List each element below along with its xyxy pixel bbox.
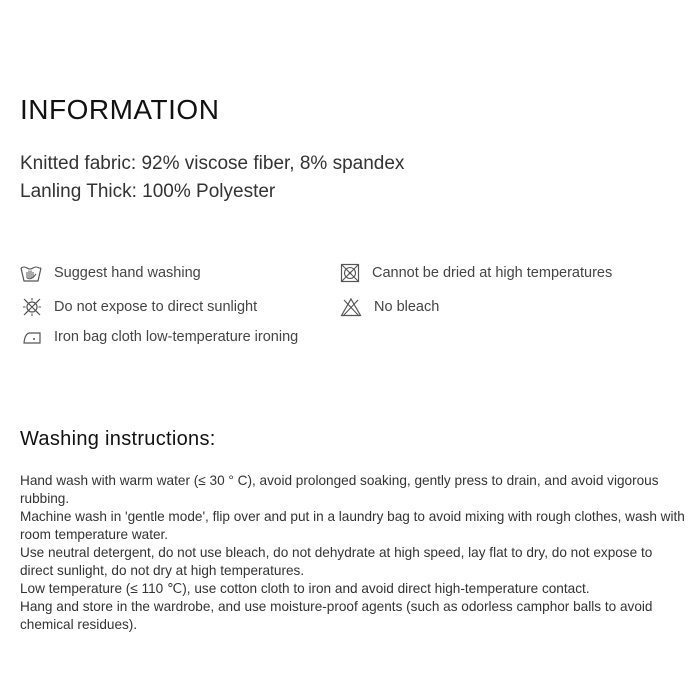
care-item-hand-wash — [20, 263, 201, 283]
washing-paragraph-hand-wash: Hand wash with warm water (≤ 30 ° C), avoid prolonged soaking, gently press to drain, and avoid vigorous rubbing. — [20, 473, 659, 506]
care-label-no-tumble-dry: Cannot be dried at high temperatures — [372, 265, 613, 281]
washing-instructions-body — [20, 472, 685, 634]
washing-paragraph-ironing: Low temperature (≤ 110 ℃), use cotton cloth to iron and avoid direct high-temperature contact. — [20, 581, 590, 596]
care-item-iron — [22, 329, 298, 345]
care-item-no-sunlight — [22, 297, 257, 317]
iron-icon — [22, 329, 42, 345]
no-sunlight-icon — [22, 297, 42, 317]
care-label-no-bleach: No bleach — [374, 299, 440, 315]
page-title: INFORMATION — [20, 94, 220, 125]
washing-paragraph-storage: Hang and store in the wardrobe, and use moisture-proof agents (such as odorless camphor balls to avoid chemical residues). — [20, 599, 653, 632]
care-label-hand-wash: Suggest hand washing — [54, 265, 201, 281]
care-item-no-bleach — [340, 297, 439, 317]
washing-paragraph-detergent: Use neutral detergent, do not use bleach, do not dehydrate at high speed, lay flat to dry, do not expose to direct sunlight, do not dry at high temperatures. — [20, 545, 653, 578]
washing-instructions-title: Washing instructions: — [20, 428, 216, 450]
no-tumble-dry-icon — [340, 263, 360, 283]
care-item-no-tumble-dry — [340, 263, 612, 283]
fabric-line-knitted: Knitted fabric: 92% viscose fiber, 8% spandex — [20, 153, 405, 174]
washing-paragraph-machine-wash: Machine wash in 'gentle mode', flip over and put in a laundry bag to avoid mixing with rough clothes, wash with room temperature water. — [20, 509, 685, 542]
care-label-iron: Iron bag cloth low-temperature ironing — [54, 329, 299, 345]
hand-wash-icon — [20, 263, 42, 283]
care-label-no-sunlight: Do not expose to direct sunlight — [54, 299, 258, 315]
fabric-composition — [20, 150, 404, 206]
fabric-line-lanling: Lanling Thick: 100% Polyester — [20, 181, 276, 202]
no-bleach-icon — [340, 297, 362, 317]
